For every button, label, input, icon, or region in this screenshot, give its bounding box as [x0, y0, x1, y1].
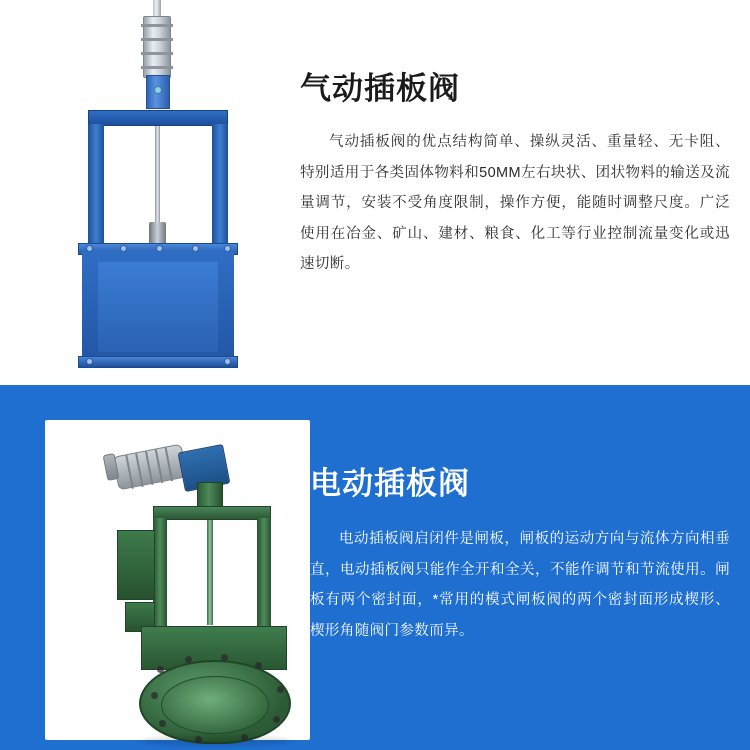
bolt-icon	[255, 662, 262, 669]
electric-title: 电动插板阀	[310, 466, 470, 501]
bolt-icon	[120, 245, 127, 252]
pneumatic-description: 气动插板阀的优点结构简单、操纵灵活、重量轻、无卡阻、特别适用于各类固体物料和50MM左右块状、团状物料的输送及流量调节，安装不受角度限制，操作方便，能随时调整尺度。广泛使用在冶金、矿山、建材、粮食、化工等行业控制流量变化或迅速切断。	[300, 134, 730, 272]
bolt-icon	[159, 720, 166, 727]
cylinder-band-icon	[141, 24, 173, 27]
valve-bore	[161, 676, 269, 734]
bolt-icon	[277, 686, 284, 693]
cylinder-band-icon	[141, 52, 173, 55]
valve-right-column	[212, 124, 228, 254]
valve-top-frame	[88, 110, 228, 126]
valve-stem-icon	[207, 520, 213, 625]
valve-base-flange	[78, 356, 238, 368]
bolt-icon	[221, 654, 228, 661]
bolt-icon	[224, 358, 231, 365]
valve-top-frame	[153, 506, 271, 520]
bolt-icon	[151, 692, 158, 699]
electric-description: 电动插板阀启闭件是闸板，闸板的运动方向与流体方向相垂直，电动插板阀只能作全开和全关，不能作调节和节流使用。闸板有两个密封面，*常用的模式闸板阀的两个密封面形成楔形、楔形角随阀门参数而异。	[310, 531, 730, 639]
bolt-icon	[224, 245, 231, 252]
product-shadow	[141, 736, 291, 746]
valve-side-bracket	[117, 530, 155, 600]
electric-text-block	[310, 465, 730, 646]
bolt-icon	[157, 666, 164, 673]
electric-motor-icon	[112, 444, 187, 491]
cylinder-band-icon	[141, 66, 173, 69]
section-electric	[0, 385, 750, 750]
valve-right-column	[257, 518, 271, 630]
valve-gate-plate	[98, 262, 218, 352]
valve-left-column	[88, 124, 104, 254]
bolt-icon	[86, 245, 93, 252]
valve-stem-housing	[197, 482, 223, 508]
bolt-icon	[86, 358, 93, 365]
bolt-icon	[185, 656, 192, 663]
valve-left-column	[153, 518, 167, 630]
stem-nut-icon	[149, 222, 166, 244]
bolt-icon	[156, 245, 163, 252]
pneumatic-valve-image	[20, 0, 290, 385]
pneumatic-valve-illustration	[20, 0, 290, 385]
bolt-icon	[273, 716, 280, 723]
pneumatic-text-block	[300, 70, 730, 279]
electric-valve-illustration	[45, 420, 310, 740]
electric-valve-image	[45, 420, 310, 740]
air-port-icon	[154, 86, 162, 94]
bolt-icon	[192, 245, 199, 252]
cylinder-band-icon	[141, 38, 173, 41]
valve-stem-icon	[155, 126, 160, 226]
pneumatic-title: 气动插板阀	[300, 71, 460, 106]
